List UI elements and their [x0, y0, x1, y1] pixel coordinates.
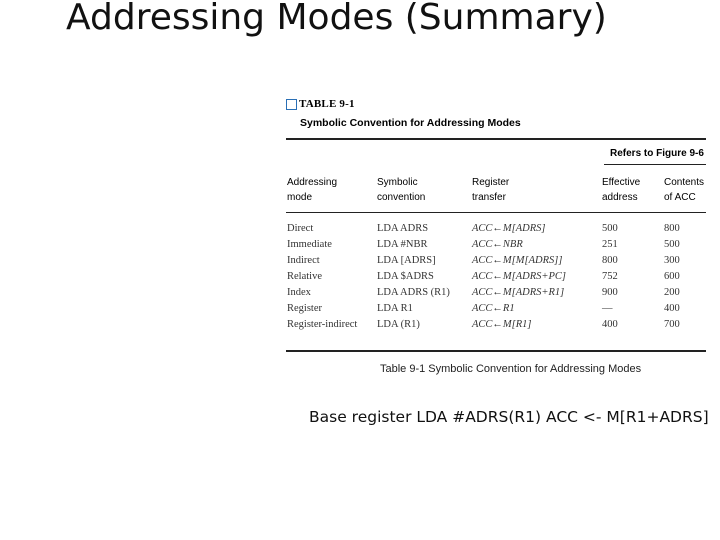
table-row — [284, 223, 710, 239]
table-row — [284, 271, 710, 287]
header-symbolic — [377, 175, 425, 205]
header-register-line1: Register — [472, 177, 510, 188]
table-row — [284, 303, 710, 319]
row-ea: — — [602, 303, 613, 314]
row-acc: 800 — [664, 223, 680, 234]
row-acc: 300 — [664, 255, 680, 266]
header-mode — [287, 175, 337, 205]
row-register: ACC←M[ADRS+R1] — [472, 287, 565, 298]
row-ea: 752 — [602, 271, 618, 282]
addressing-modes-table-figure — [284, 94, 710, 380]
table-subtitle: Symbolic Convention for Addressing Modes — [300, 117, 521, 129]
row-symbolic: LDA ADRS — [377, 223, 429, 234]
header-register — [472, 175, 509, 205]
row-acc: 200 — [664, 287, 680, 298]
header-mode-line1: Addressing — [287, 177, 338, 188]
refers-rule — [604, 164, 706, 165]
header-rule — [286, 212, 706, 213]
row-mode: Indirect — [287, 255, 320, 266]
table-row — [284, 239, 710, 255]
table-caption: Table 9-1 Symbolic Convention for Addressing Modes — [380, 363, 642, 375]
row-register: ACC←M[ADRS] — [472, 223, 546, 234]
row-mode: Immediate — [287, 239, 332, 250]
row-symbolic: LDA #NBR — [377, 239, 428, 250]
header-register-line2: transfer — [472, 192, 506, 203]
row-symbolic: LDA ADRS (R1) — [377, 287, 450, 298]
header-ea-line2: address — [602, 192, 638, 203]
header-symbolic-line2: convention — [377, 192, 426, 203]
table-label: TABLE 9-1 — [299, 98, 355, 110]
header-ea-line1: Effective — [602, 177, 641, 188]
header-mode-line2: mode — [287, 192, 313, 203]
row-symbolic: LDA $ADRS — [377, 271, 434, 282]
row-mode: Register-indirect — [287, 319, 358, 330]
row-ea: 900 — [602, 287, 618, 298]
table-top-rule — [286, 138, 706, 140]
table-row — [284, 319, 710, 335]
header-ea — [602, 175, 640, 205]
row-register: ACC←NBR — [472, 239, 523, 250]
row-ea: 400 — [602, 319, 618, 330]
refers-to-figure: Refers to Figure 9-6 — [610, 148, 704, 159]
base-register-note: Base register LDA #ADRS(R1) ACC <- M[R1+ADRS] — [309, 408, 709, 426]
slide-title: Addressing Modes (Summary) — [66, 0, 607, 38]
row-ea: 251 — [602, 239, 618, 250]
row-ea: 800 — [602, 255, 618, 266]
row-acc: 500 — [664, 239, 680, 250]
row-ea: 500 — [602, 223, 618, 234]
header-acc-line2: of ACC — [664, 192, 696, 203]
row-symbolic: LDA (R1) — [377, 319, 420, 330]
row-acc: 600 — [664, 271, 680, 282]
row-symbolic: LDA R1 — [377, 303, 413, 314]
table-title-row — [286, 98, 355, 110]
row-register: ACC←R1 — [472, 303, 515, 314]
header-acc-line1: Contents — [664, 177, 705, 188]
header-symbolic-line1: Symbolic — [377, 177, 418, 188]
row-symbolic: LDA [ADRS] — [377, 255, 436, 266]
row-acc: 700 — [664, 319, 680, 330]
row-register: ACC←M[ADRS+PC] — [472, 271, 567, 282]
row-mode: Index — [287, 287, 311, 298]
row-mode: Register — [287, 303, 322, 314]
row-acc: 400 — [664, 303, 680, 314]
header-acc — [664, 175, 704, 205]
row-register: ACC←M[M[ADRS]] — [472, 255, 563, 266]
table-row — [284, 287, 710, 303]
checkbox-icon — [286, 99, 297, 110]
row-mode: Direct — [287, 223, 314, 234]
table-bottom-rule — [286, 350, 706, 352]
table-row — [284, 255, 710, 271]
row-register: ACC←M[R1] — [472, 319, 532, 330]
row-mode: Relative — [287, 271, 322, 282]
